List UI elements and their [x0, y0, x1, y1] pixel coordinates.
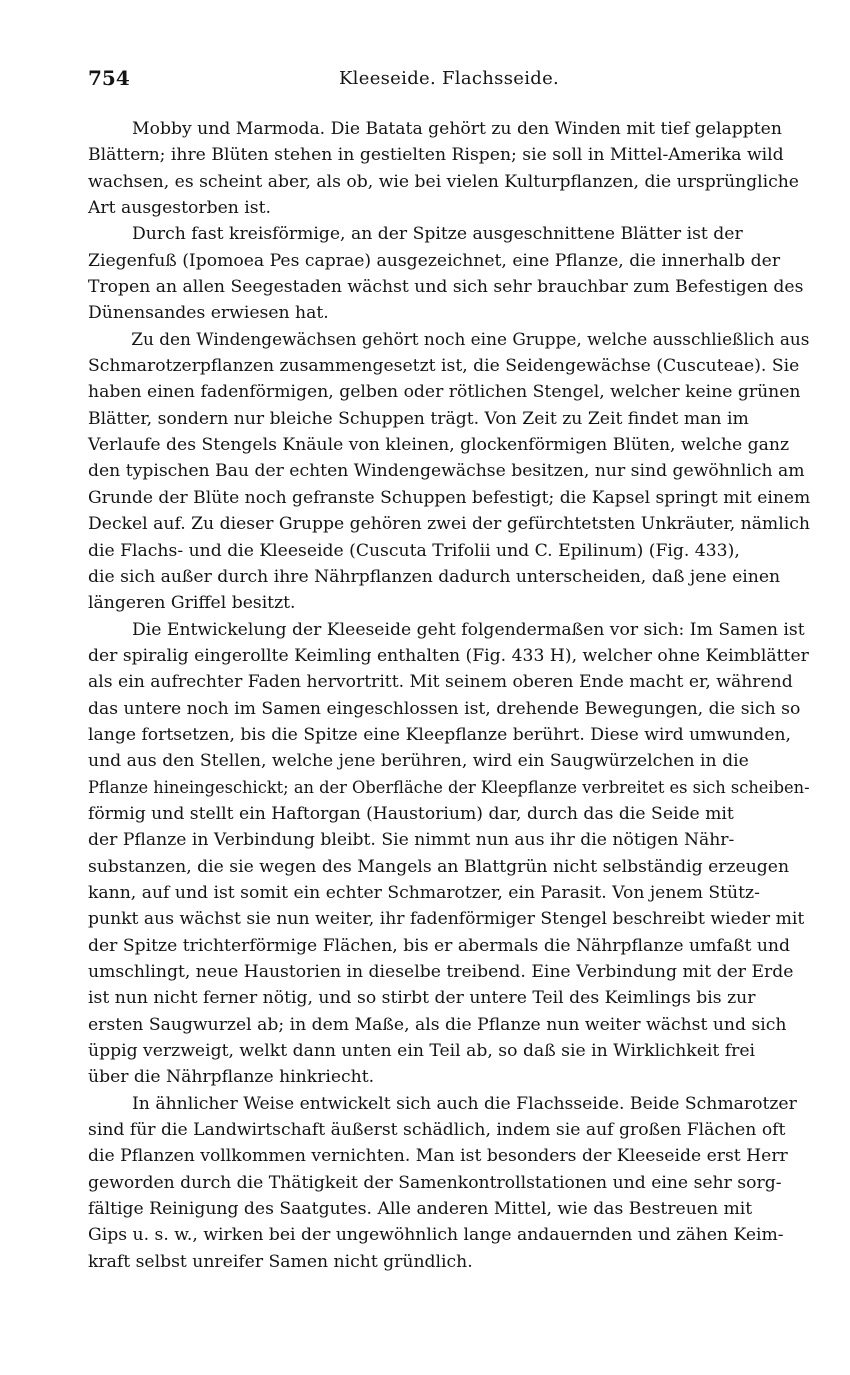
text-line: lange fortsetzen, bis die Spitze eine Kleepflanze berührt. Diese wird umwunden,: [88, 724, 792, 745]
paragraph-3: [88, 327, 810, 617]
page-header: [88, 66, 810, 96]
text-line: Blätter, sondern nur bleiche Schuppen trägt. Von Zeit zu Zeit findet man im: [88, 408, 749, 429]
text-line: üppig verzweigt, welkt dann unten ein Teil ab, so daß sie in Wirklichkeit frei: [88, 1041, 755, 1062]
text-line: substanzen, die sie wegen des Mangels an Blattgrün nicht selbständig erzeugen: [88, 856, 790, 877]
paragraph-4: [88, 617, 810, 1091]
text-line: das untere noch im Samen eingeschlossen ist, drehende Bewegungen, die sich so: [88, 698, 801, 719]
text-line: über die Nährpflanze hinkriecht.: [88, 1067, 375, 1088]
text-line: ist nun nicht ferner nötig, und so stirbt der untere Teil des Keimlings bis zur: [88, 988, 756, 1009]
text-line: Ziegenfuß (Ipomoea Pes caprae) ausgezeichnet, eine Pflanze, die innerhalb der: [88, 250, 781, 271]
text-line: die Pflanzen vollkommen vernichten. Man ist besonders der Kleeseide erst Herr: [88, 1146, 788, 1167]
text-line: der Pflanze in Verbindung bleibt. Sie nimmt nun aus ihr die nötigen Nähr-: [88, 830, 735, 851]
paragraph-2: [88, 221, 810, 326]
text-line: Dünensandes erwiesen hat.: [88, 303, 329, 324]
text-line: als ein aufrechter Faden hervortritt. Mit seinem oberen Ende macht er, während: [88, 672, 793, 693]
text-line: punkt aus wächst sie nun weiter, ihr fadenförmiger Stengel beschreibt wieder mit: [88, 909, 805, 930]
text-line: Mobby und Marmoda. Die Batata gehört zu den Winden mit tief gelappten: [132, 119, 782, 139]
page-number: 754: [88, 66, 130, 90]
text-line: Verlaufe des Stengels Knäule von kleinen, glockenförmigen Blüten, welche ganz: [88, 435, 790, 456]
text-line: haben einen fadenförmigen, gelben oder rötlichen Stengel, welcher keine grünen: [88, 382, 801, 403]
text-line: umschlingt, neue Haustorien in dieselbe treibend. Eine Verbindung mit der Erde: [88, 962, 794, 982]
text-line: Grunde der Blüte noch gefranste Schuppen befestigt; die Kapsel springt mit einem: [88, 487, 811, 508]
text-line: kann, auf und ist somit ein echter Schmarotzer, ein Parasit. Von jenem Stütz-: [88, 882, 760, 903]
text-line: wachsen, es scheint aber, als ob, wie bei vielen Kulturpflanzen, die ursprüngliche: [88, 171, 799, 192]
text-line: den typischen Bau der echten Windengewächse besitzen, nur sind gewöhnlich am: [88, 461, 805, 482]
text-line: förmig und stellt ein Haftorgan (Haustorium) dar, durch das die Seide mit: [88, 803, 734, 824]
text-line: kraft selbst unreifer Samen nicht gründlich.: [88, 1251, 473, 1272]
text-line: Die Entwickelung der Kleeseide geht folgendermaßen vor sich: Im Samen ist: [132, 619, 805, 640]
text-line: Tropen an allen Seegestaden wächst und sich sehr brauchbar zum Befestigen des: [88, 277, 804, 298]
text-line: In ähnlicher Weise entwickelt sich auch die Flachsseide. Beide Schmarotzer: [132, 1093, 797, 1114]
text-line: Zu den Windengewächsen gehört noch eine Gruppe, welche ausschließlich aus: [131, 329, 810, 350]
text-line: längeren Griffel besitzt.: [88, 593, 296, 614]
paragraph-1: [88, 116, 810, 221]
text-line: die sich außer durch ihre Nährpflanzen dadurch unterscheiden, daß jene einen: [88, 566, 781, 587]
text-line: sind für die Landwirtschaft äußerst schädlich, indem sie auf großen Flächen oft: [88, 1120, 786, 1141]
text-line: der Spitze trichterförmige Flächen, bis er abermals die Nährpflanze umfaßt und: [88, 935, 790, 956]
body-text: [88, 116, 810, 1275]
text-line: Durch fast kreisförmige, an der Spitze ausgeschnittene Blätter ist der: [132, 224, 743, 245]
text-line: ersten Saugwurzel ab; in dem Maße, als die Pflanze nun weiter wächst und sich: [88, 1014, 787, 1035]
running-head: Kleeseide. Flachsseide.: [338, 68, 560, 89]
text-line: die Flachs- und die Kleeseide (Cuscuta Trifolii und C. Epilinum) (Fig. 433),: [88, 540, 740, 561]
text-line: geworden durch die Thätigkeit der Samenkontrollstationen und eine sehr sorg-: [88, 1172, 782, 1193]
text-line: Pflanze hineingeschickt; an der Oberfläche der Kleepflanze verbreitet es sich scheiben-: [88, 777, 810, 798]
paragraph-5: [88, 1091, 810, 1275]
text-line: der spiralig eingerollte Keimling enthalten (Fig. 433 H), welcher ohne Keimblätter: [88, 645, 809, 666]
text-line: Art ausgestorben ist.: [88, 198, 271, 219]
text-line: Blättern; ihre Blüten stehen in gestielten Rispen; sie soll in Mittel-Amerika wild: [88, 145, 784, 166]
text-line: fältige Reinigung des Saatgutes. Alle anderen Mittel, wie das Bestreuen mit: [88, 1199, 753, 1220]
text-line: und aus den Stellen, welche jene berühren, wird ein Saugwürzelchen in die: [88, 751, 749, 772]
text-line: Gips u. s. w., wirken bei der ungewöhnlich lange andauernden und zähen Keim-: [88, 1225, 784, 1246]
text-line: Schmarotzerpflanzen zusammengesetzt ist, die Seidengewächse (Cuscuteae). Sie: [88, 356, 800, 377]
text-line: Deckel auf. Zu dieser Gruppe gehören zwei der gefürchtetsten Unkräuter, nämlich: [88, 514, 810, 535]
